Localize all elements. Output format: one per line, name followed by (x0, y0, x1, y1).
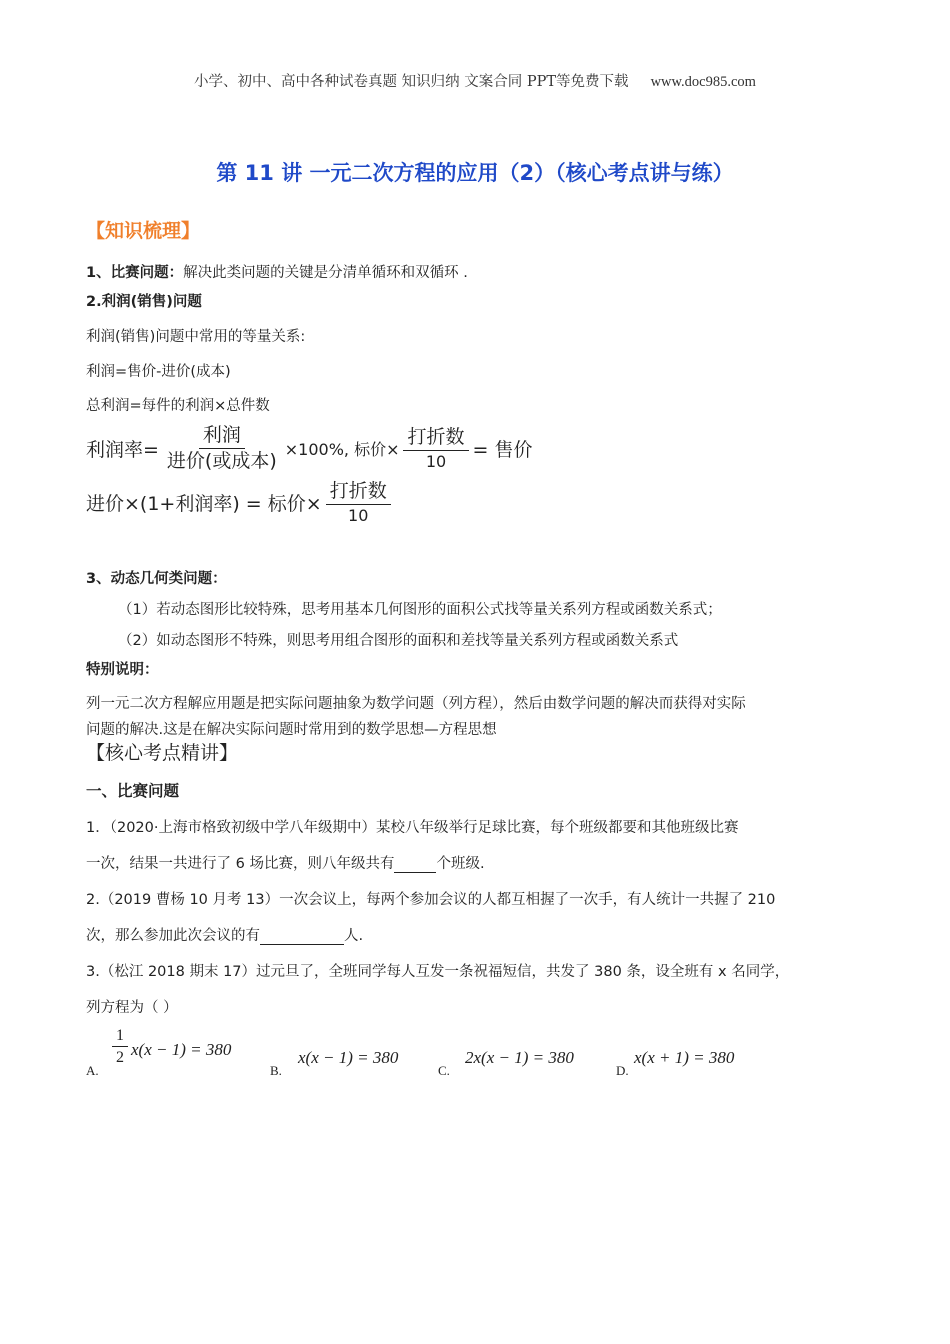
core-sub-heading: 一、比赛问题 (86, 782, 180, 800)
formula1-mid: ×100%, 标价× (284, 439, 400, 459)
question-3-line-2: 列方程为（ ） (86, 1000, 178, 1016)
formula1-fraction-2 (403, 426, 468, 471)
question-1-tail: 个班级. (436, 856, 485, 872)
page-title: 第 11 讲 一元二次方程的应用（2）（核心考点讲与练） (216, 161, 734, 185)
question-1-line-1: 1．（2020·上海市格致初级中学八年级期中）某校八年级举行足球比赛，每个班级都要和其他班级比赛 (86, 820, 739, 836)
option-d-label: D. (616, 1063, 629, 1078)
header-url[interactable]: www.doc985.com (650, 74, 756, 90)
special-heading: 特别说明： (86, 662, 159, 678)
cost-price-formula (86, 480, 395, 525)
answer-blank-1[interactable] (394, 856, 436, 873)
special-line-2: 问题的解决.这是在解决实际问题时常用到的数学思想—方程思想 (86, 722, 497, 738)
item1 (86, 261, 468, 282)
special-line-1: 列一元二次方程解应用题是把实际问题抽象为数学问题（列方程），然后由数学问题的解决而获得对实际 (86, 696, 746, 712)
option-a-coef-num: 1 (112, 1026, 128, 1047)
question-1-line-2 (86, 852, 485, 873)
question-3-line-1: 3.（松江 2018 期末 17）过元旦了，全班同学每人互发一条祝福短信，共发了 380 条，设全班有 x 名同学， (86, 964, 790, 980)
profit-rate-formula (86, 424, 532, 473)
core-heading: 【核心考点精讲】 (86, 742, 239, 764)
option-a-coefficient (112, 1026, 128, 1067)
option-a-label: A. (86, 1063, 99, 1078)
item2-line-2: 利润=售价-进价(成本) (86, 364, 231, 380)
knowledge-heading: 【知识梳理】 (86, 220, 201, 242)
page-header (0, 70, 950, 91)
option-a-expression: x(x − 1) = 380 (131, 1040, 232, 1059)
formula2-denominator: 10 (348, 505, 369, 525)
question-2-tail: 人. (344, 928, 364, 944)
question-2-line-1: 2.（2019 曹杨 10 月考 13）一次会议上，每两个参加会议的人都互相握了一次手，有人统计一共握了 210 (86, 892, 776, 908)
item2-line-3: 总利润=每件的利润×总件数 (86, 398, 270, 414)
item3-line-2: （2）如动态图形不特殊，则思考用组合图形的面积和差找等量关系列方程或函数关系式 (118, 633, 679, 649)
formula1-numerator-2: 打折数 (403, 426, 468, 451)
formula2-lhs: 进价×(1+利润率) = 标价× (86, 492, 322, 515)
formula1-rhs: = 售价 (472, 438, 533, 461)
formula1-denominator: 进价(或成本) (166, 449, 277, 472)
formula1-lhs: 利润率= (86, 438, 159, 461)
header-text: 小学、初中、高中各种试卷真题 知识归纳 文案合同 PPT等免费下载 (194, 74, 629, 90)
question-1-text: 一次，结果一共进行了 6 场比赛，则八年级共有 (86, 856, 395, 872)
item3-line-1: （1）若动态图形比较特殊，思考用基本几何图形的面积公式找等量关系列方程或函数关系式； (118, 602, 722, 618)
option-c-label: C. (438, 1063, 450, 1078)
formula1-numerator: 利润 (199, 424, 245, 449)
item3-heading: 3、动态几何类问题： (86, 571, 227, 587)
item2-heading: 2.利润(销售)问题 (86, 294, 202, 310)
formula2-numerator: 打折数 (326, 480, 391, 505)
item1-label: 1、比赛问题： (86, 265, 184, 281)
question-2-text: 次，那么参加此次会议的有 (86, 928, 260, 944)
option-c-expression: 2x(x − 1) = 380 (465, 1048, 574, 1067)
formula1-denominator-2: 10 (425, 451, 447, 471)
option-b-expression: x(x − 1) = 380 (298, 1048, 399, 1067)
option-d-expression: x(x + 1) = 380 (634, 1048, 735, 1067)
option-a-coef-den: 2 (116, 1049, 124, 1067)
item1-text: 解决此类问题的关键是分清单循环和双循环 . (183, 265, 468, 281)
item2-line-1: 利润(销售)问题中常用的等量关系: (86, 329, 306, 345)
option-b-label: B. (270, 1063, 282, 1078)
answer-blank-2[interactable] (260, 928, 344, 945)
formula1-fraction (163, 424, 281, 473)
formula2-fraction (326, 480, 391, 525)
question-2-line-2 (86, 924, 363, 945)
